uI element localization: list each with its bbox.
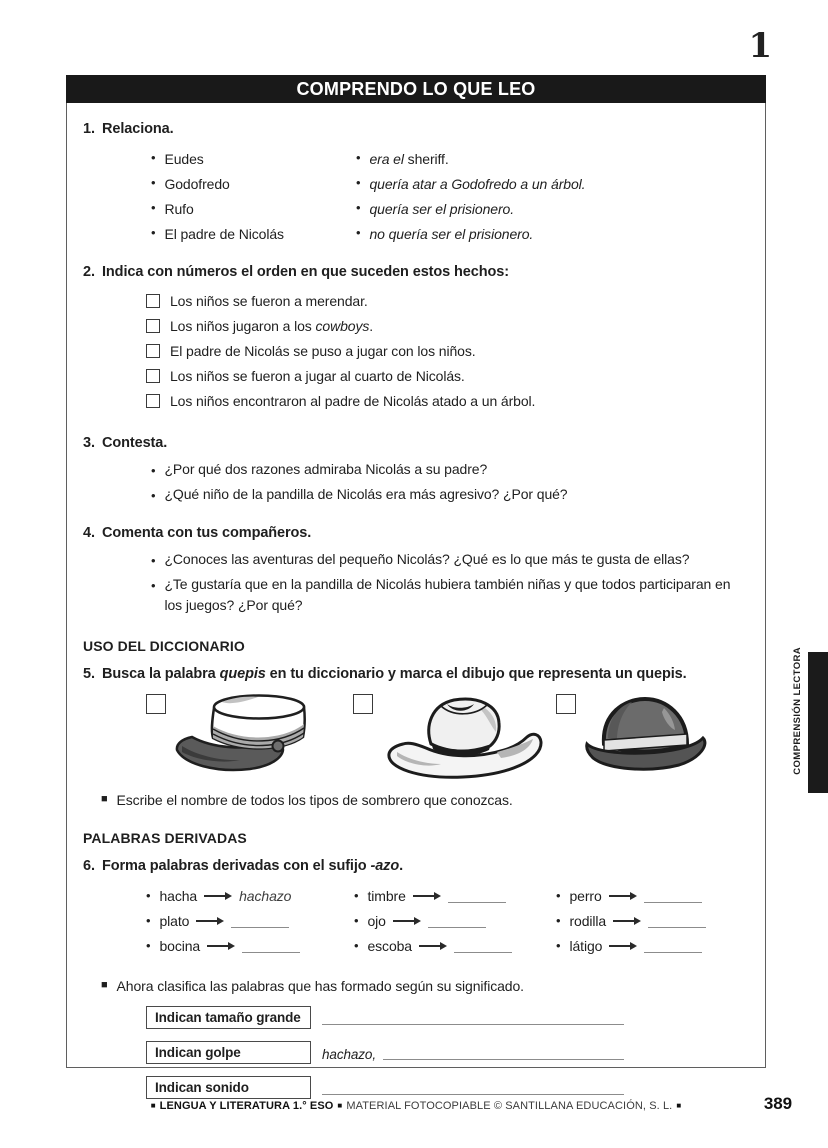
bullet-marker: • <box>151 463 156 478</box>
bullet-marker: • <box>356 175 361 190</box>
section-heading-palabras-derivadas: PALABRAS DERIVADAS <box>83 830 247 846</box>
exercise-5-heading <box>83 666 750 682</box>
derivation-word: látigo <box>569 938 603 954</box>
classification-write-line[interactable] <box>322 1011 624 1025</box>
order-checkbox[interactable] <box>146 344 160 358</box>
derivation-item <box>556 934 750 958</box>
bullet-marker: • <box>146 937 151 953</box>
order-item-label: Los niños encontraron al padre de Nicolás atado a un árbol. <box>170 392 536 409</box>
order-checkbox[interactable] <box>146 319 160 333</box>
match-right-label: era el <box>369 150 408 167</box>
followup-clasifica <box>101 978 750 994</box>
order-checkbox[interactable] <box>146 294 160 308</box>
footer-copyright: MATERIAL FOTOCOPIABLE © SANTILLANA EDUCACIÓN, S. L. <box>346 1100 673 1112</box>
derivation-word: bocina <box>159 938 201 954</box>
exercise-title: Contesta. <box>102 435 168 451</box>
question-list <box>151 459 750 505</box>
classification-row <box>146 1041 750 1064</box>
derivation-blank[interactable] <box>644 940 702 953</box>
order-item-label: El padre de Nicolás se puso a jugar con los niños. <box>170 342 476 359</box>
question-text: ¿Te gustaría que en la pandilla de Nicolás hubiera también niñas y que todos participaran en los juegos? ¿Por qué? <box>164 576 731 613</box>
bullet-marker: • <box>354 937 359 953</box>
footer <box>66 1100 766 1112</box>
derivation-blank[interactable] <box>644 890 702 903</box>
square-bullet-marker: ■ <box>676 1101 682 1110</box>
section-tab-label: COMPRENSIÓN LECTORA <box>792 647 803 775</box>
match-right-label: no quería ser el prisionero. <box>369 225 534 242</box>
bowler-hat-icon <box>582 692 712 778</box>
order-item-label: Los niños jugaron a los <box>170 317 316 334</box>
bullet-marker: • <box>151 150 156 165</box>
question-item <box>151 459 750 480</box>
bullet-marker: • <box>556 887 561 903</box>
derivation-word: perro <box>569 888 602 904</box>
page-number: 389 <box>763 1094 792 1113</box>
question-text: ¿Qué niño de la pandilla de Nicolás era más agresivo? ¿Por qué? <box>164 486 568 502</box>
classification-row <box>146 1076 750 1099</box>
match-right-item <box>356 196 750 221</box>
exercise-number: 5. <box>83 666 95 682</box>
arrow-right-icon <box>393 920 419 922</box>
bullet-marker: • <box>356 150 361 165</box>
square-bullet-marker: ■ <box>101 793 108 805</box>
classification-label-box <box>146 1006 311 1029</box>
question-item <box>151 484 750 505</box>
derivation-blank[interactable] <box>454 940 512 953</box>
bullet-marker: • <box>151 200 156 215</box>
match-left-label: Eudes <box>164 150 204 167</box>
kepi-hat-icon <box>172 692 324 780</box>
exercise-6-heading <box>83 858 750 874</box>
unit-number: 1 <box>748 26 772 66</box>
arrow-right-icon <box>204 895 230 897</box>
section-heading-uso-del-diccionario: USO DEL DICCIONARIO <box>83 638 245 654</box>
derivation-word: escoba <box>367 938 412 954</box>
match-left-label: El padre de Nicolás <box>164 225 284 242</box>
bullet-marker: • <box>356 225 361 240</box>
bullet-marker: • <box>151 175 156 190</box>
exercise-title: Indica con números el orden en que suceden estos hechos: <box>102 264 509 280</box>
hat-option-kepi <box>146 692 353 780</box>
classification-label: Indican tamaño grande <box>155 1010 301 1025</box>
hat-option-cowboy <box>353 692 556 784</box>
hat-checkbox[interactable] <box>556 694 576 714</box>
worksheet-frame <box>66 75 766 1095</box>
section-tab-bar <box>808 652 828 793</box>
derivation-item <box>556 884 750 908</box>
classification-label-box <box>146 1076 311 1099</box>
bullet-marker: • <box>354 887 359 903</box>
arrow-right-icon <box>609 895 635 897</box>
derivation-item <box>146 934 354 958</box>
match-right-item <box>356 146 750 171</box>
exercise-1-heading <box>83 121 750 137</box>
hat-options-row <box>146 692 750 784</box>
exercise-title: Forma palabras derivadas con el sufijo -azo. <box>102 858 404 874</box>
derivation-item <box>354 934 556 958</box>
derivation-blank[interactable] <box>428 915 486 928</box>
order-item <box>146 363 750 388</box>
arrow-right-icon <box>609 945 635 947</box>
classification-label: Indican golpe <box>155 1045 241 1060</box>
square-bullet-marker: ■ <box>101 979 108 991</box>
square-bullet-marker: ■ <box>150 1101 156 1110</box>
match-left-item <box>151 171 356 196</box>
derivation-word: rodilla <box>569 913 607 929</box>
derivation-blank[interactable] <box>648 915 706 928</box>
derivation-blank[interactable] <box>448 890 506 903</box>
arrow-right-icon <box>207 945 233 947</box>
bullet-marker: • <box>151 488 156 503</box>
classification-row <box>146 1006 750 1029</box>
bullet-marker: • <box>151 225 156 240</box>
match-left-label: Rufo <box>164 200 194 217</box>
classification-label: Indican sonido <box>155 1080 249 1095</box>
exercise-title: Comenta con tus compañeros. <box>102 525 312 541</box>
classification-prefill: hachazo, <box>322 1047 376 1062</box>
hat-checkbox[interactable] <box>353 694 373 714</box>
arrow-right-icon <box>613 920 639 922</box>
bullet-marker: • <box>151 578 156 593</box>
match-list <box>151 146 750 246</box>
banner <box>66 75 766 103</box>
bullet-marker: • <box>556 937 561 953</box>
order-item <box>146 388 750 413</box>
question-text: ¿Por qué dos razones admiraba Nicolás a su padre? <box>164 461 488 477</box>
match-right-label-roman: sheriff. <box>407 150 449 167</box>
arrow-right-icon <box>196 920 222 922</box>
match-left-item <box>151 196 356 221</box>
derivation-blank[interactable] <box>231 915 289 928</box>
exercise-number: 3. <box>83 435 95 451</box>
exercise-3-heading <box>83 435 750 451</box>
classification-table <box>146 1006 750 1099</box>
derivation-word: timbre <box>367 888 406 904</box>
followup-text: Escribe el nombre de todos los tipos de sombrero que conozcas. <box>116 792 513 808</box>
derivation-item <box>354 909 556 933</box>
classification-label-box <box>146 1041 311 1064</box>
classification-write-line[interactable] <box>383 1046 624 1060</box>
bullet-marker: • <box>146 887 151 903</box>
banner-title: COMPRENDO LO QUE LEO <box>296 78 536 99</box>
hat-checkbox[interactable] <box>146 694 166 714</box>
classification-write-line[interactable] <box>322 1081 624 1095</box>
order-item: Los niños jugaron a los cowboys. <box>146 313 750 338</box>
derivation-word: hacha <box>159 888 198 904</box>
question-item <box>151 549 750 570</box>
match-right-label: quería atar a Godofredo a un árbol. <box>369 175 586 192</box>
cowboy-hat-icon <box>379 692 547 784</box>
bullet-marker: • <box>354 912 359 928</box>
exercise-number: 2. <box>83 264 95 280</box>
order-item <box>146 338 750 363</box>
order-item-label: Los niños se fueron a jugar al cuarto de Nicolás. <box>170 367 465 384</box>
derivation-item <box>146 909 354 933</box>
match-right-label: quería ser el prisionero. <box>369 200 515 217</box>
match-left-item <box>151 221 356 246</box>
match-left-item <box>151 146 356 171</box>
question-item <box>151 574 750 616</box>
order-checkbox[interactable] <box>146 394 160 408</box>
followup-escribe <box>101 792 750 808</box>
exercise-number: 4. <box>83 525 95 541</box>
match-left-label: Godofredo <box>164 175 230 192</box>
arrow-right-icon <box>413 895 439 897</box>
square-bullet-marker: ■ <box>337 1101 343 1110</box>
derivation-item <box>146 884 354 908</box>
footer-book-title: LENGUA Y LITERATURA 1.° ESO <box>159 1100 334 1112</box>
exercise-2-heading <box>83 264 750 280</box>
exercise-title: Busca la palabra quepis en tu diccionario y marca el dibujo que representa un quepis. <box>102 666 687 682</box>
exercise-4-heading <box>83 525 750 541</box>
exercise-number: 1. <box>83 121 95 137</box>
derivation-word: ojo <box>367 913 386 929</box>
match-right-item <box>356 221 750 246</box>
derivation-item <box>354 884 556 908</box>
question-list <box>151 549 750 616</box>
bullet-marker: • <box>151 553 156 568</box>
derivation-blank[interactable] <box>242 940 300 953</box>
bullet-marker: • <box>556 912 561 928</box>
derivation-grid <box>146 884 750 958</box>
order-checkbox[interactable] <box>146 369 160 383</box>
order-list <box>146 288 750 413</box>
bullet-marker: • <box>356 200 361 215</box>
derivation-item <box>556 909 750 933</box>
exercise-number: 6. <box>83 858 95 874</box>
match-right-item <box>356 171 750 196</box>
hat-option-bowler <box>556 692 712 778</box>
followup-text: Ahora clasifica las palabras que has formado según su significado. <box>116 978 524 994</box>
bullet-marker: • <box>146 912 151 928</box>
derivation-answer: hachazo <box>239 888 292 904</box>
section-tab-comprension-lectora <box>791 648 804 774</box>
question-text: ¿Conoces las aventuras del pequeño Nicolás? ¿Qué es lo que más te gusta de ellas? <box>164 551 690 567</box>
order-item-label: Los niños se fueron a merendar. <box>170 292 368 309</box>
arrow-right-icon <box>419 945 445 947</box>
exercise-title: Relaciona. <box>102 121 174 137</box>
order-item <box>146 288 750 313</box>
derivation-word: plato <box>159 913 190 929</box>
